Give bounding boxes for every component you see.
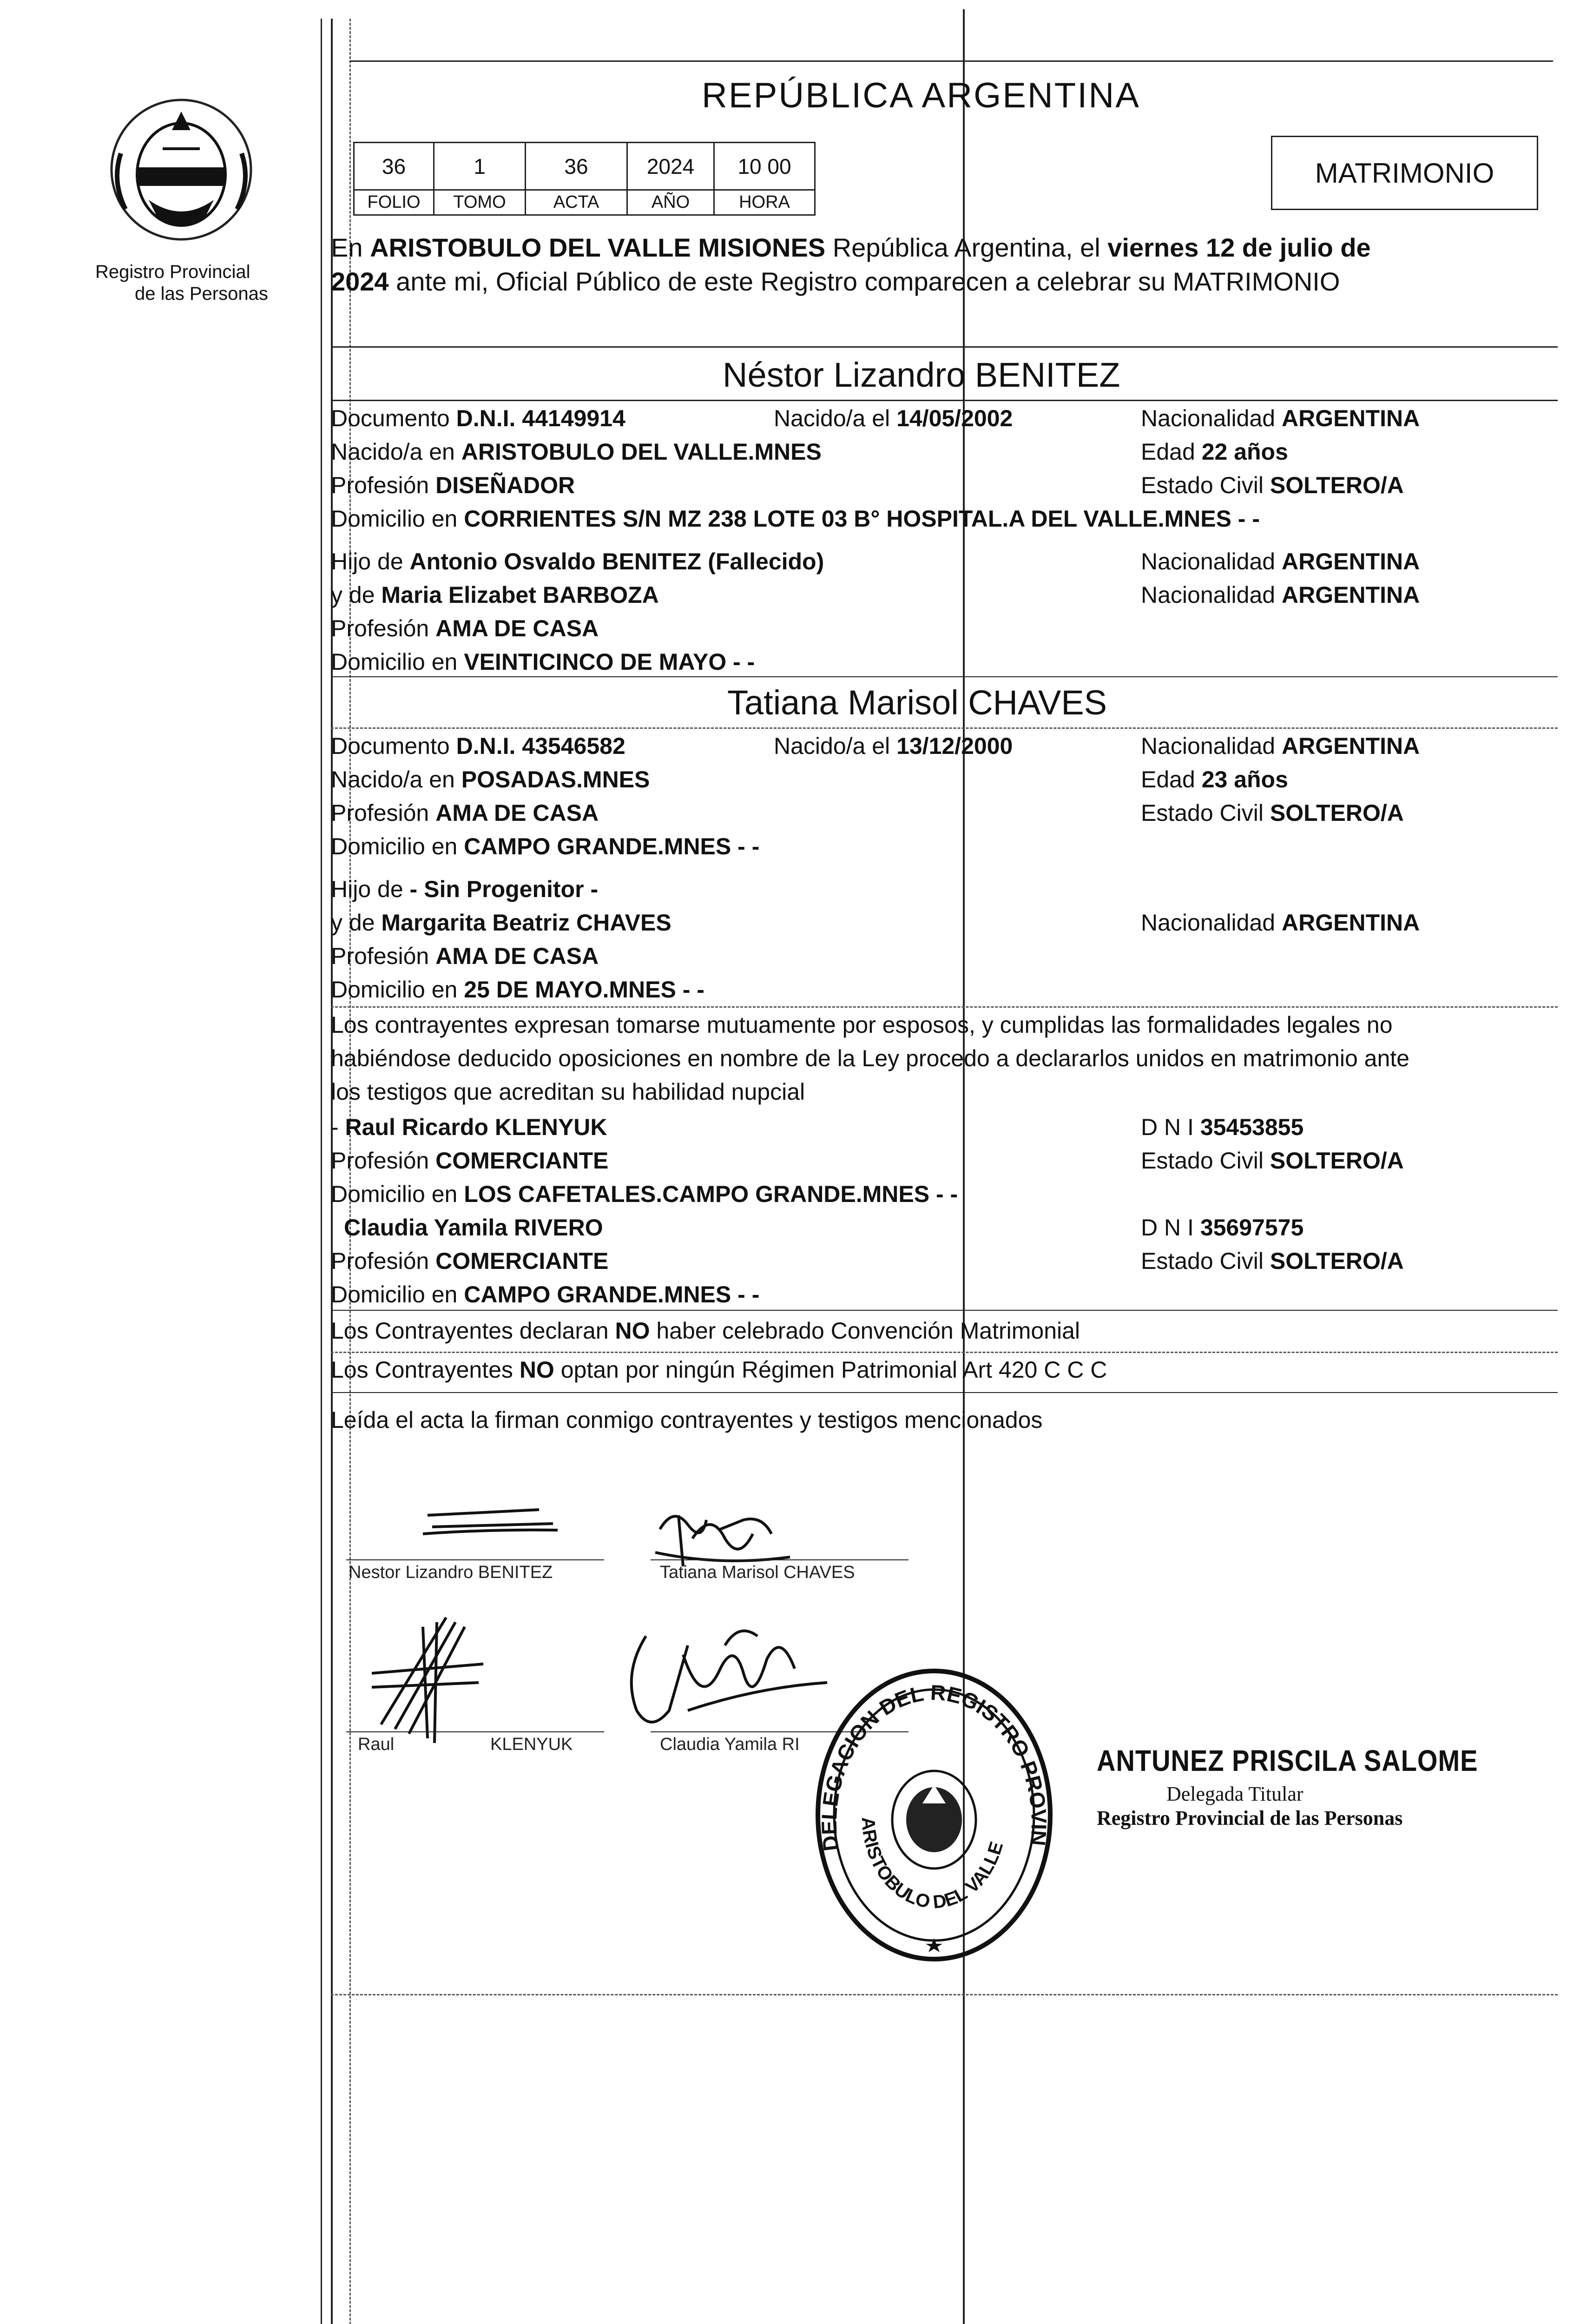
emblem-icon: [93, 88, 270, 256]
signature-claudia: [618, 1618, 841, 1738]
stamp-line1: ANTUNEZ PRISCILA SALOME: [1097, 1743, 1478, 1777]
intro-date: viernes 12 de julio de: [1107, 233, 1371, 262]
spouse1-nat: [1141, 407, 1420, 430]
spouse1-father: [331, 550, 824, 573]
spouse2-top-rule: [331, 676, 1558, 677]
declaration-top-rule: [331, 1006, 1558, 1008]
folio-value: 36: [353, 142, 434, 191]
father-label: Hijo de: [331, 548, 403, 574]
declaration-line2: habiéndose deducido oposiciones en nombre de la Ley procedo a declararlos unidos en matrimonio ante: [331, 1045, 1409, 1071]
hour-label: HORA: [713, 189, 816, 216]
spouse2-rule: [331, 727, 1558, 729]
sig-line-1: [346, 1559, 604, 1560]
witness2-dni: D N I 35697575: [1141, 1215, 1304, 1241]
spouse1-place: [331, 440, 822, 463]
age-label: Edad: [1141, 439, 1195, 465]
lower-dash-rule: [331, 1994, 1558, 1995]
spouse2-doc: Documento D.N.I. 43546582: [331, 733, 625, 759]
place-value: ARISTOBULO DEL VALLE.MNES: [461, 439, 822, 465]
intro-line1: [331, 235, 1371, 261]
clause-convention: Los Contrayentes declaran NO haber celebrado Convención Matrimonial: [331, 1318, 1080, 1344]
clauses-top-rule: [331, 1310, 1558, 1311]
sig-caption-claudia: Claudia Yamila RI: [660, 1735, 800, 1754]
clause-rule-2: [331, 1392, 1558, 1393]
addr-label: Domicilio en: [331, 506, 458, 532]
mother-value: Maria Elizabet BARBOZA: [381, 582, 659, 608]
clause-regime: Los Contrayentes NO optan por ningún Régimen Patrimonial Art 420 C C C: [331, 1357, 1107, 1383]
seal-icon: [811, 1664, 1057, 1966]
spouse2-name: Tatiana Marisol CHAVES: [727, 683, 1107, 722]
witness1-addr: Domicilio en LOS CAFETALES.CAMPO GRANDE.MNES - -: [331, 1181, 958, 1207]
seal-outer-text: DELEGACION DEL REGISTRO PROVIN: [816, 1680, 1052, 1853]
spouse2-parent-prof: Profesión AMA DE CASA: [331, 943, 599, 969]
spouse1-rule: [331, 400, 1558, 401]
place-label: Nacido/a en: [331, 439, 455, 465]
sig-caption-raul-a: Raul: [358, 1735, 395, 1754]
born-label: Nacido/a el: [774, 405, 890, 431]
seal-inner-text: ARISTOBULO DEL VALLE: [857, 1816, 1007, 1913]
sig-caption-tatiana: Tatiana Marisol CHAVES: [660, 1563, 855, 1582]
spouse2-mother: y de Margarita Beatriz CHAVES: [331, 910, 672, 936]
hour-value: 10 00: [713, 142, 816, 191]
witness2-addr: Domicilio en CAMPO GRANDE.MNES - -: [331, 1281, 760, 1307]
spouse2-born: Nacido/a el 13/12/2000: [774, 733, 1013, 759]
registry-name-line1: Registro Provincial: [95, 262, 250, 282]
witness1-dni: D N I 35453855: [1141, 1114, 1304, 1140]
spouse1-parent-addr: Domicilio en VEINTICINCO DE MAYO - -: [331, 649, 755, 675]
witness2-name: Claudia Yamila RIVERO: [344, 1215, 603, 1241]
intro-place: ARISTOBULO DEL VALLE MISIONES: [370, 233, 826, 262]
sig-line-3: [346, 1731, 604, 1732]
nat-label: Nacionalidad: [1141, 405, 1276, 431]
intro-republica: República Argentina, el: [832, 233, 1100, 262]
intro-bottom-rule: [331, 346, 1558, 348]
spouse1-parent-prof: Profesión AMA DE CASA: [331, 615, 599, 641]
spouse2-civil: Estado Civil SOLTERO/A: [1141, 800, 1404, 826]
spouse1-mother-nat: Nacionalidad ARGENTINA: [1141, 582, 1420, 608]
header-top-rule: [349, 60, 1553, 62]
prof-value: DISEÑADOR: [435, 472, 575, 498]
intro-rest: ante mi, Oficial Público de este Registro comparecen a celebrar su MATRIMONIO: [396, 267, 1340, 296]
witness2-prof: Profesión COMERCIANTE: [331, 1248, 609, 1274]
country-title: REPÚBLICA ARGENTINA: [702, 76, 1140, 115]
tomo-label: TOMO: [433, 189, 526, 216]
official-round-seal: [811, 1664, 1057, 1966]
mother-label: y de: [331, 582, 375, 608]
spouse1-prof: [331, 474, 575, 497]
acta-value: 36: [525, 142, 628, 191]
declaration-line1: Los contrayentes expresan tomarse mutuamente por esposos, y cumplidas las formalidades legales no: [331, 1012, 1393, 1038]
witness1-name: - Raul Ricardo KLENYUK: [331, 1114, 607, 1140]
witness2-civil: Estado Civil SOLTERO/A: [1141, 1248, 1404, 1274]
nat-value: ARGENTINA: [1282, 405, 1420, 431]
civil-value: SOLTERO/A: [1270, 472, 1404, 498]
year-value: 2024: [626, 142, 715, 191]
declaration-line3: los testigos que acreditan su habilidad nupcial: [331, 1079, 805, 1105]
signature-raul: [353, 1608, 502, 1748]
spouse2-addr: Domicilio en CAMPO GRANDE.MNES - -: [331, 833, 760, 859]
spouse2-father: Hijo de - Sin Progenitor -: [331, 876, 599, 902]
spouse2-mother-nat: Nacionalidad ARGENTINA: [1141, 910, 1420, 936]
spouse2-prof: Profesión AMA DE CASA: [331, 800, 599, 826]
signature-nestor: [418, 1501, 567, 1543]
year-label: AÑO: [626, 189, 715, 216]
stamp-line3: Registro Provincial de las Personas: [1097, 1807, 1403, 1829]
father-value: Antonio Osvaldo BENITEZ (Fallecido): [409, 548, 824, 574]
sig-caption-nestor: Nestor Lizandro BENITEZ: [349, 1563, 553, 1582]
spouse2-age: Edad 23 años: [1141, 766, 1288, 792]
prof-label: Profesión: [331, 472, 429, 498]
intro-year: 2024: [331, 267, 389, 296]
coat-of-arms-logo: [93, 88, 270, 256]
official-stamp: [1097, 1743, 1478, 1841]
spouse2-place: Nacido/a en POSADAS.MNES: [331, 766, 650, 792]
tomo-value: 1: [433, 142, 526, 191]
spouse2-parent-addr: Domicilio en 25 DE MAYO.MNES - -: [331, 977, 704, 1003]
civil-label: Estado Civil: [1141, 472, 1264, 498]
sig-line-2: [651, 1559, 908, 1560]
spouse1-name: Néstor Lizandro BENITEZ: [723, 356, 1120, 394]
spouse1-mother: [331, 583, 659, 607]
spouse1-born: [774, 407, 1013, 430]
witness1-civil: Estado Civil SOLTERO/A: [1141, 1148, 1404, 1174]
left-margin-line-outer: [321, 19, 322, 2324]
born-value: 14/05/2002: [896, 405, 1013, 431]
intro-line2: [331, 269, 1340, 295]
intro-en: En: [331, 233, 363, 262]
doc-value: D.N.I. 44149914: [456, 405, 625, 431]
spouse1-addr: [331, 507, 1260, 530]
witness1-prof: Profesión COMERCIANTE: [331, 1148, 609, 1174]
spouse1-doc: [331, 407, 625, 430]
acta-label: ACTA: [525, 189, 628, 216]
sig-caption-raul-b: KLENYUK: [490, 1735, 573, 1754]
act-type-box: MATRIMONIO: [1271, 136, 1538, 210]
folio-label: FOLIO: [353, 189, 434, 216]
registry-name-line2: de las Personas: [135, 284, 268, 304]
age-value: 22 años: [1201, 439, 1288, 465]
clause-read: Leída el acta la firman conmigo contrayentes y testigos mencionados: [331, 1407, 1043, 1433]
clause-rule-1: [331, 1352, 1558, 1353]
spouse1-father-nat: Nacionalidad ARGENTINA: [1141, 548, 1420, 574]
spouse2-nat: Nacionalidad ARGENTINA: [1141, 733, 1420, 759]
doc-label: Documento: [331, 405, 450, 431]
spouse1-age: [1141, 440, 1288, 463]
stamp-line2: Delegada Titular: [1166, 1783, 1304, 1805]
addr-value: CORRIENTES S/N MZ 238 LOTE 03 B° HOSPITAL.A DEL VALLE.MNES - -: [464, 506, 1260, 532]
spouse1-civil: [1141, 474, 1404, 497]
